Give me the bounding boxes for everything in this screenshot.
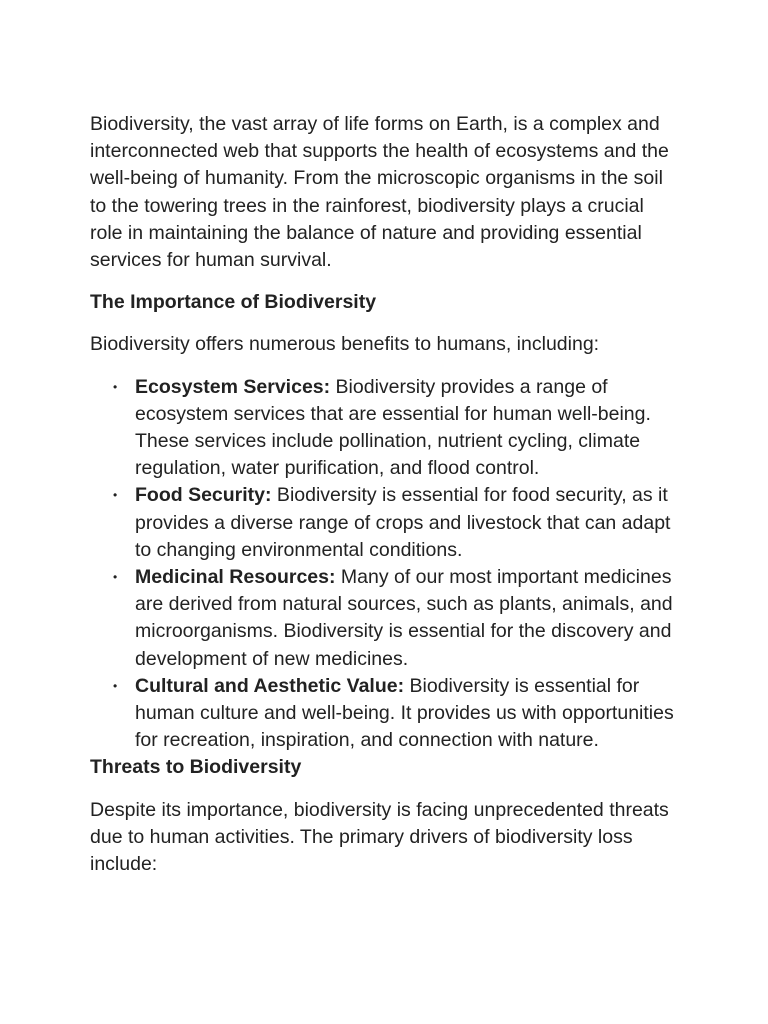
benefits-list [90, 374, 678, 755]
bullet-icon: • [113, 570, 118, 585]
threats-intro-paragraph: Despite its importance, biodiversity is facing unprecedented threats due to human activities. The primary drivers of biodiversity loss include: [90, 798, 669, 876]
list-item-text: Biodiversity is essential for human culture and well-being. It provides us with opportunities for recreation, inspiration, and connection with nature. [135, 674, 674, 752]
list-item-text: Many of our most important medicines are derived from natural sources, such as plants, animals, and microorganisms. Biodiversity is essential for the discovery and development of new medicines. [135, 566, 673, 670]
list-item [113, 482, 678, 564]
importance-heading: The Importance of Biodiversity [90, 291, 377, 314]
list-item [113, 564, 678, 673]
intro-paragraph: Biodiversity, the vast array of life forms on Earth, is a complex and interconnected web that supports the health of ecosystems and the well-being of humanity. From the microscopic organisms in the soil to the towering trees in the rainforest, biodiversity plays a crucial role in maintaining the balance of nature and providing essential services for human survival. [90, 113, 669, 272]
list-item [113, 374, 678, 483]
list-item [113, 673, 678, 755]
bullet-icon: • [113, 488, 118, 503]
list-item-title: Ecosystem Services: [135, 375, 331, 398]
bullet-icon: • [113, 678, 118, 693]
list-item-title: Medicinal Resources: [135, 566, 336, 589]
list-item-text: Biodiversity is essential for food security, as it provides a diverse range of crops and livestock that can adapt to changing environmental conditions. [135, 484, 671, 561]
bullet-icon: • [113, 379, 118, 394]
threats-heading: Threats to Biodiversity [90, 756, 302, 779]
list-item-text: Biodiversity provides a range of ecosystem services that are essential for human well-being. These services include pollination, nutrient cycling, climate regulation, water purification, and flood control. [135, 375, 651, 480]
benefits-intro-paragraph: Biodiversity offers numerous benefits to humans, including: [90, 333, 600, 356]
list-item-title: Cultural and Aesthetic Value: [135, 674, 405, 697]
list-item-title: Food Security: [135, 484, 272, 507]
